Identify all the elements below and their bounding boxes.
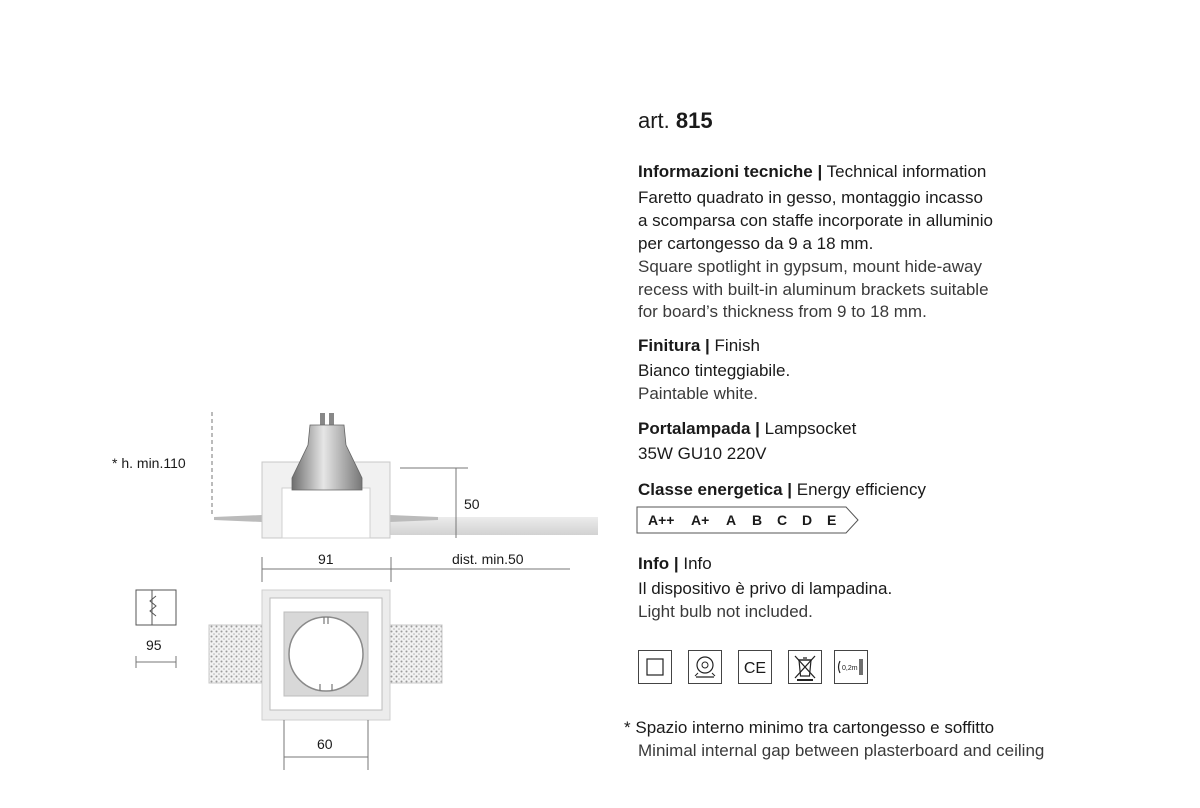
energy-class-b: B (752, 512, 763, 528)
footnote-en: Minimal internal gap between plasterboard and ceiling (638, 741, 1045, 760)
finish-heading-it: Finitura | (638, 336, 710, 355)
h-min-label: * h. min.110 (112, 455, 186, 471)
footnote-star: * (624, 718, 631, 737)
energy-class-a: A (726, 512, 737, 528)
finish-en: Paintable white. (638, 384, 759, 403)
energy-class-ap: A+ (691, 512, 710, 528)
energy-heading-it: Classe energetica | (638, 480, 793, 499)
top-bracket-right (390, 625, 442, 683)
info-en: Light bulb not included. (638, 602, 813, 621)
article-title (638, 108, 713, 134)
weee-bin-icon (788, 650, 822, 684)
class-ii-square-icon (638, 650, 672, 684)
technical-heading (638, 160, 986, 183)
dim-95-label: 95 (146, 637, 162, 653)
article-number: 815 (675, 108, 713, 133)
footnote-it-row (624, 716, 994, 739)
info-it: Il dispositivo è privo di lampadina. (638, 579, 893, 598)
footnote-it: Spazio interno minimo tra cartongesso e soffitto (635, 718, 995, 737)
finish-it: Bianco tinteggiabile. (638, 361, 791, 380)
technical-heading-en: Technical information (826, 162, 987, 181)
lampsocket-value: 35W GU10 220V (638, 444, 767, 463)
ce-mark-text: CE (743, 660, 767, 677)
bracket-left (214, 515, 262, 522)
gu10-bulb (292, 425, 362, 490)
technical-en-line-1: Square spotlight in gypsum, mount hide-away (638, 257, 982, 276)
dim-dist-label: dist. min.50 (452, 551, 524, 567)
dim-60-label: 60 (317, 736, 333, 752)
dim-50-label: 50 (464, 496, 480, 512)
distance-0-2m-icon (834, 650, 868, 684)
energy-heading-en: Energy efficiency (796, 480, 926, 499)
article-prefix: art. (638, 108, 670, 133)
lampsocket-heading-it: Portalampada | (638, 419, 760, 438)
bulb-pin-left (320, 413, 325, 425)
ce-mark-icon (738, 650, 772, 684)
technical-it-line-2: a scomparsa con staffe incorporate in alluminio (638, 211, 993, 230)
technical-drawing (100, 400, 600, 780)
info-heading-en: Info (683, 554, 712, 573)
technical-heading-it: Informazioni tecniche | (638, 162, 823, 181)
energy-class-d: D (802, 512, 813, 528)
technical-en-line-3: for board’s thickness from 9 to 18 mm. (638, 302, 927, 321)
energy-class-app: A++ (648, 512, 675, 528)
technical-it-line-3: per cartongesso da 9 a 18 mm. (638, 234, 874, 253)
energy-class-c: C (777, 512, 788, 528)
section-box (136, 590, 176, 625)
energy-class-e: E (827, 512, 837, 528)
info-heading (638, 552, 712, 575)
gypsum-cavity (282, 488, 370, 538)
lampsocket-heading-en: Lampsocket (764, 419, 857, 438)
energy-heading (638, 478, 926, 501)
top-bracket-left (209, 625, 262, 683)
info-heading-it: Info | (638, 554, 679, 573)
bulb-pin-right (329, 413, 334, 425)
energy-class-arrow (636, 506, 860, 534)
finish-heading-en: Finish (714, 336, 760, 355)
technical-en-line-2: recess with built-in aluminum brackets suitable (638, 280, 989, 299)
distance-text: 0,2m (842, 665, 858, 672)
finish-heading (638, 334, 760, 357)
top-view-hole (289, 617, 363, 691)
technical-it-line-1: Faretto quadrato in gesso, montaggio incasso (638, 188, 983, 207)
lampsocket-heading (638, 417, 856, 440)
dim-91-label: 91 (318, 551, 334, 567)
lamp-dimmable-icon (688, 650, 722, 684)
